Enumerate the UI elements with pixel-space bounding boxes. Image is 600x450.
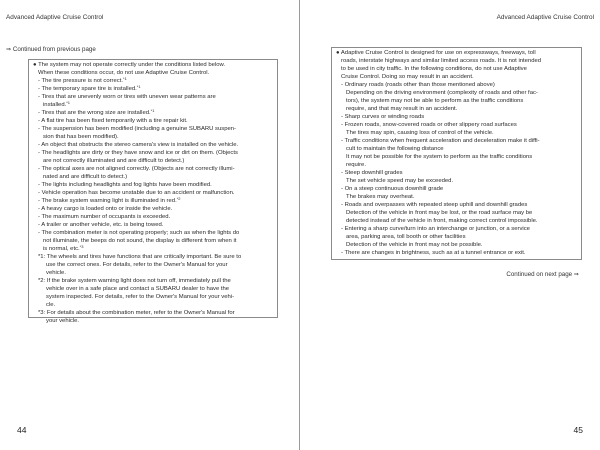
footnote-line: system inspected. For details, refer to the Owner's Manual for your vehi- <box>46 294 235 300</box>
line-text: is normal, etc. <box>43 246 80 252</box>
text-line: - A heavy cargo is loaded onto or inside the vehicle. <box>38 206 173 212</box>
footnote-mark: *1 <box>150 108 155 113</box>
text-line: - The optical axes are not aligned correctly. (Objects are not correctly illumi- <box>38 166 235 172</box>
text-line: - Frozen roads, snow-covered roads or other slippery road surfaces <box>341 122 517 128</box>
text-line: require, and that may result in an accident. <box>346 106 458 112</box>
text-line: - An object that obstructs the stereo camera's view is installed on the vehicle. <box>38 142 239 148</box>
page-number-left: 44 <box>17 425 27 435</box>
text-line: ● The system may not operate correctly under the conditions listed below. <box>33 62 226 68</box>
footnote-line: cle. <box>46 302 56 308</box>
text-line: not illuminate, the beeps do not sound, the display is different from when it <box>43 238 237 244</box>
text-line <box>33 245 273 253</box>
footnote-mark: *2 <box>176 196 181 201</box>
continued-from-previous: ⇒ Continued from previous page <box>6 46 96 53</box>
text-line: - Sharp curves or winding roads <box>341 114 425 120</box>
text-line: It may not be possible for the system to perform as the traffic conditions <box>346 154 533 160</box>
text-line: - A flat tire has been fixed temporarily with a tire repair kit. <box>38 118 188 124</box>
text-line: Detection of the vehicle in front may be lost, or the road surface may be <box>346 210 533 216</box>
text-line: roads, interstate highways and similar limited access roads. It is not intended <box>341 58 542 64</box>
text-line: cult to maintain the following distance <box>346 146 444 152</box>
page-number-right: 45 <box>573 425 583 435</box>
page-divider <box>299 0 300 450</box>
text-line: The set vehicle speed may be exceeded. <box>346 178 454 184</box>
text-line: require. <box>346 162 366 168</box>
text-line: Cruise Control. Doing so may result in an accident. <box>341 74 474 80</box>
footnote-line: vehicle over in a safe place and contact a SUBARU dealer to have the <box>46 286 230 292</box>
continued-on-next: Continued on next page ⇒ <box>506 271 579 278</box>
footnote-mark: *3 <box>79 244 84 249</box>
footnote-line: your vehicle. <box>46 318 80 324</box>
footnote-line: *2: If the brake system warning light does not turn off, immediately pull the <box>38 278 231 284</box>
line-text: - Tires that are the wrong size are installed. <box>38 110 151 116</box>
text-line: - Traffic conditions when frequent acceleration and deceleration make it diffi- <box>341 138 540 144</box>
text-line: The tires may spin, causing loss of control of the vehicle. <box>346 130 494 136</box>
text-line: When these conditions occur, do not use Adaptive Cruise Control. <box>38 70 210 76</box>
text-line: - A trailer or another vehicle, etc. is being towed. <box>38 222 164 228</box>
text-line: - Vehicle operation has become unstable due to an accident or malfunction. <box>38 190 235 196</box>
text-line: - Entering a sharp curve/turn into an interchange or junction, or a service <box>341 226 530 232</box>
text-line: - On a steep continuous downhill grade <box>341 186 444 192</box>
text-line: - Steep downhill grades <box>341 170 403 176</box>
text-line: The brakes may overheat. <box>346 194 415 200</box>
left-caution-text <box>33 61 273 325</box>
line-text: - The temporary spare tire is installed. <box>38 86 137 92</box>
text-line: tors), the system may not be able to perform as the traffic conditions <box>346 98 524 104</box>
text-line: Detection of the vehicle in front may not be possible. <box>346 242 483 248</box>
text-line: - The headlights are dirty or they have snow and ice or dirt on them. (Objects <box>38 150 238 156</box>
text-line: - Roads and overpasses with repeated steep uphill and downhill grades <box>341 202 528 208</box>
footnote-line: use the correct ones. For details, refer to the Owner's Manual for your <box>46 262 228 268</box>
footnote-mark: *1 <box>136 84 141 89</box>
text-line: - The combination meter is not operating properly; such as when the lights do <box>38 230 240 236</box>
text-line <box>33 85 273 93</box>
text-line <box>33 109 273 117</box>
line-text: - The tire pressure is not correct. <box>38 78 124 84</box>
text-line: - There are changes in brightness, such as at a tunnel entrance or exit. <box>341 250 526 256</box>
footnote-line: vehicle. <box>46 270 66 276</box>
text-line: sion that has been modified). <box>43 134 119 140</box>
text-line: area, parking area, toll booth or other facilities <box>346 234 466 240</box>
footnote-line: *1: The wheels and tires have functions that are critically important. Be sure to <box>38 254 242 260</box>
line-text: - The brake system warning light is illuminated in red. <box>38 198 177 204</box>
text-line: - Ordinary roads (roads other than those mentioned above) <box>341 82 495 88</box>
text-line <box>33 197 273 205</box>
text-line: to be used in city traffic. In the following conditions, do not use Adaptive <box>341 66 527 72</box>
text-line: - Tires that are unevenly worn or tires with uneven wear patterns are <box>38 94 216 100</box>
text-line: - The lights including headlights and fog lights have been modified. <box>38 182 212 188</box>
left-page-header: Advanced Adaptive Cruise Control <box>6 14 104 21</box>
footnote-line: *3: For details about the combination meter, refer to the Owner's Manual for <box>38 310 235 316</box>
text-line: nated and are difficult to detect.) <box>43 174 128 180</box>
right-caution-text <box>336 49 578 257</box>
text-line: are not correctly illuminated and are difficult to detect.) <box>43 158 185 164</box>
right-page-header: Advanced Adaptive Cruise Control <box>496 14 594 21</box>
text-line: - The suspension has been modified (including a genuine SUBARU suspen- <box>38 126 237 132</box>
footnote-mark: *1 <box>66 100 71 105</box>
text-line: - The maximum number of occupants is exceeded. <box>38 214 171 220</box>
text-line: ● Adaptive Cruise Control is designed for use on expressways, freeways, toll <box>336 50 536 56</box>
line-text: installed. <box>43 102 67 108</box>
text-line: Depending on the driving environment (complexity of roads and other fac- <box>346 90 538 96</box>
text-line <box>33 77 273 85</box>
footnote-mark: *1 <box>123 76 127 81</box>
text-line: detected instead of the vehicle in front, making correct control impossible. <box>346 218 538 224</box>
